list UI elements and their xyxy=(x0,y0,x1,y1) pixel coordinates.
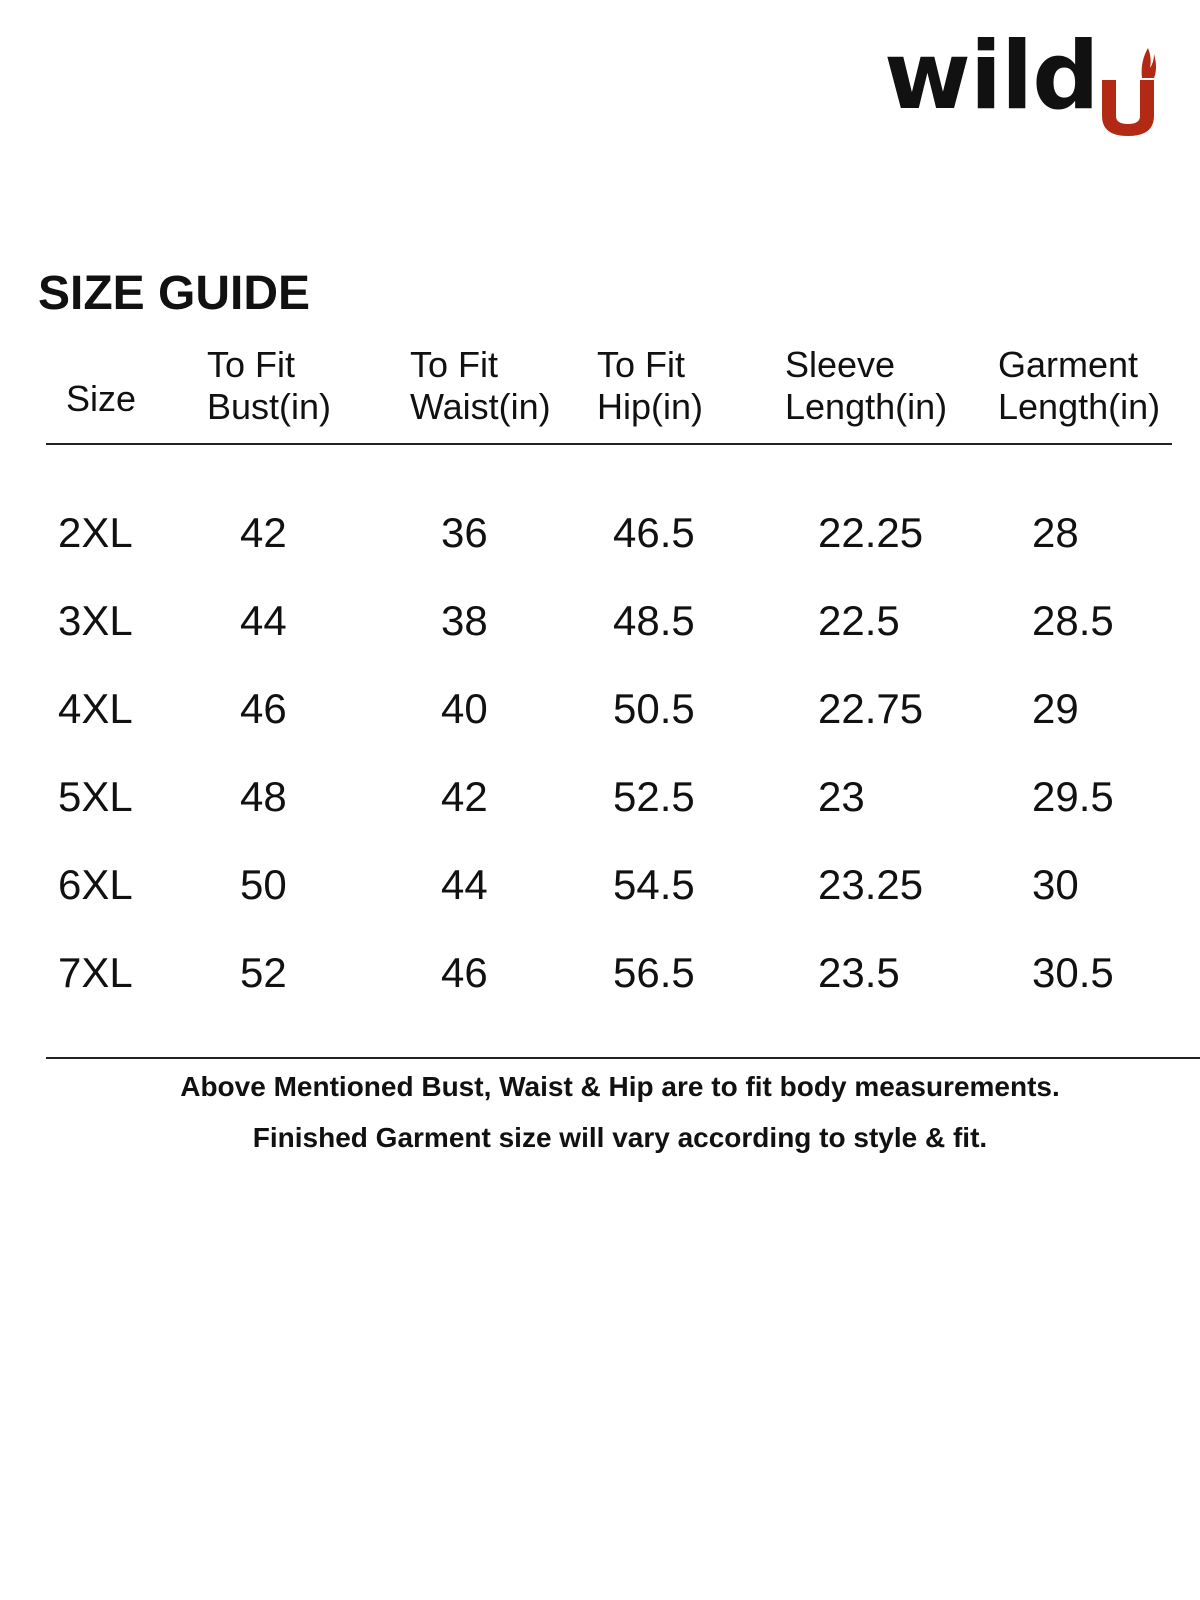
cell-waist: 40 xyxy=(441,685,488,732)
variation-note: Finished Garment size will vary according to style & fit. xyxy=(252,1122,988,1153)
header-sleeve-length-line: Sleeve xyxy=(785,344,896,385)
cell-hip: 48.5 xyxy=(613,597,695,644)
cell-bust: 44 xyxy=(240,597,287,644)
cell-size: 6XL xyxy=(58,861,133,908)
header-sleeve-length xyxy=(785,344,947,428)
cell-garment-length: 29 xyxy=(1032,685,1079,732)
cell-garment-length: 30 xyxy=(1032,861,1079,908)
brand-wordmark: wild xyxy=(884,22,1099,131)
cell-hip: 50.5 xyxy=(613,685,695,732)
cell-waist: 44 xyxy=(441,861,488,908)
cell-garment-length: 30.5 xyxy=(1032,949,1114,996)
cell-hip: 52.5 xyxy=(613,773,695,820)
cell-sleeve-length: 23.5 xyxy=(818,949,900,996)
table-row xyxy=(0,593,1200,681)
header-bust-line: To Fit xyxy=(207,344,296,385)
header-garment-length-line: Length(in) xyxy=(998,386,1161,427)
cell-sleeve-length: 23.25 xyxy=(818,861,924,908)
header-divider xyxy=(46,443,1172,445)
table-row xyxy=(0,505,1200,593)
cell-waist: 36 xyxy=(441,509,488,556)
cell-size: 2XL xyxy=(58,509,133,556)
cell-sleeve-length: 23 xyxy=(818,773,865,820)
cell-bust: 50 xyxy=(240,861,287,908)
header-hip-line: Hip(in) xyxy=(597,386,704,427)
footer-divider xyxy=(46,1057,1200,1059)
cell-size: 4XL xyxy=(58,685,133,732)
cell-hip: 46.5 xyxy=(613,509,695,556)
cell-hip: 54.5 xyxy=(613,861,695,908)
header-garment-length xyxy=(998,344,1160,428)
header-size-line: Size xyxy=(66,378,137,419)
cell-waist: 46 xyxy=(441,949,488,996)
cell-waist: 38 xyxy=(441,597,488,644)
cell-bust: 48 xyxy=(240,773,287,820)
brand-u-mark xyxy=(1096,38,1160,142)
header-size xyxy=(66,378,136,420)
header-hip xyxy=(597,344,703,428)
cell-bust: 46 xyxy=(240,685,287,732)
table-body xyxy=(0,505,1200,1033)
cell-sleeve-length: 22.5 xyxy=(818,597,900,644)
header-waist-line: Waist(in) xyxy=(410,386,551,427)
cell-size: 7XL xyxy=(58,949,133,996)
header-garment-length-line: Garment xyxy=(998,344,1139,385)
cell-sleeve-length: 22.75 xyxy=(818,685,924,732)
fit-note: Above Mentioned Bust, Waist & Hip are to fit body measurements. xyxy=(180,1071,1060,1102)
cell-waist: 42 xyxy=(441,773,488,820)
header-waist-line: To Fit xyxy=(410,344,499,385)
header-bust xyxy=(207,344,331,428)
cell-bust: 52 xyxy=(240,949,287,996)
cell-garment-length: 29.5 xyxy=(1032,773,1114,820)
header-waist xyxy=(410,344,551,428)
header-sleeve-length-line: Length(in) xyxy=(785,386,948,427)
cell-garment-length: 28 xyxy=(1032,509,1079,556)
cell-size: 5XL xyxy=(58,773,133,820)
cell-hip: 56.5 xyxy=(613,949,695,996)
cell-sleeve-length: 22.25 xyxy=(818,509,924,556)
table-row xyxy=(0,945,1200,1033)
cell-size: 3XL xyxy=(58,597,133,644)
header-hip-line: To Fit xyxy=(597,344,686,385)
cell-bust: 42 xyxy=(240,509,287,556)
cell-garment-length: 28.5 xyxy=(1032,597,1114,644)
header-bust-line: Bust(in) xyxy=(207,386,332,427)
table-row xyxy=(0,681,1200,769)
table-row xyxy=(0,857,1200,945)
table-row xyxy=(0,769,1200,857)
brand-logo xyxy=(884,22,1164,140)
page-title: SIZE GUIDE xyxy=(38,267,311,320)
